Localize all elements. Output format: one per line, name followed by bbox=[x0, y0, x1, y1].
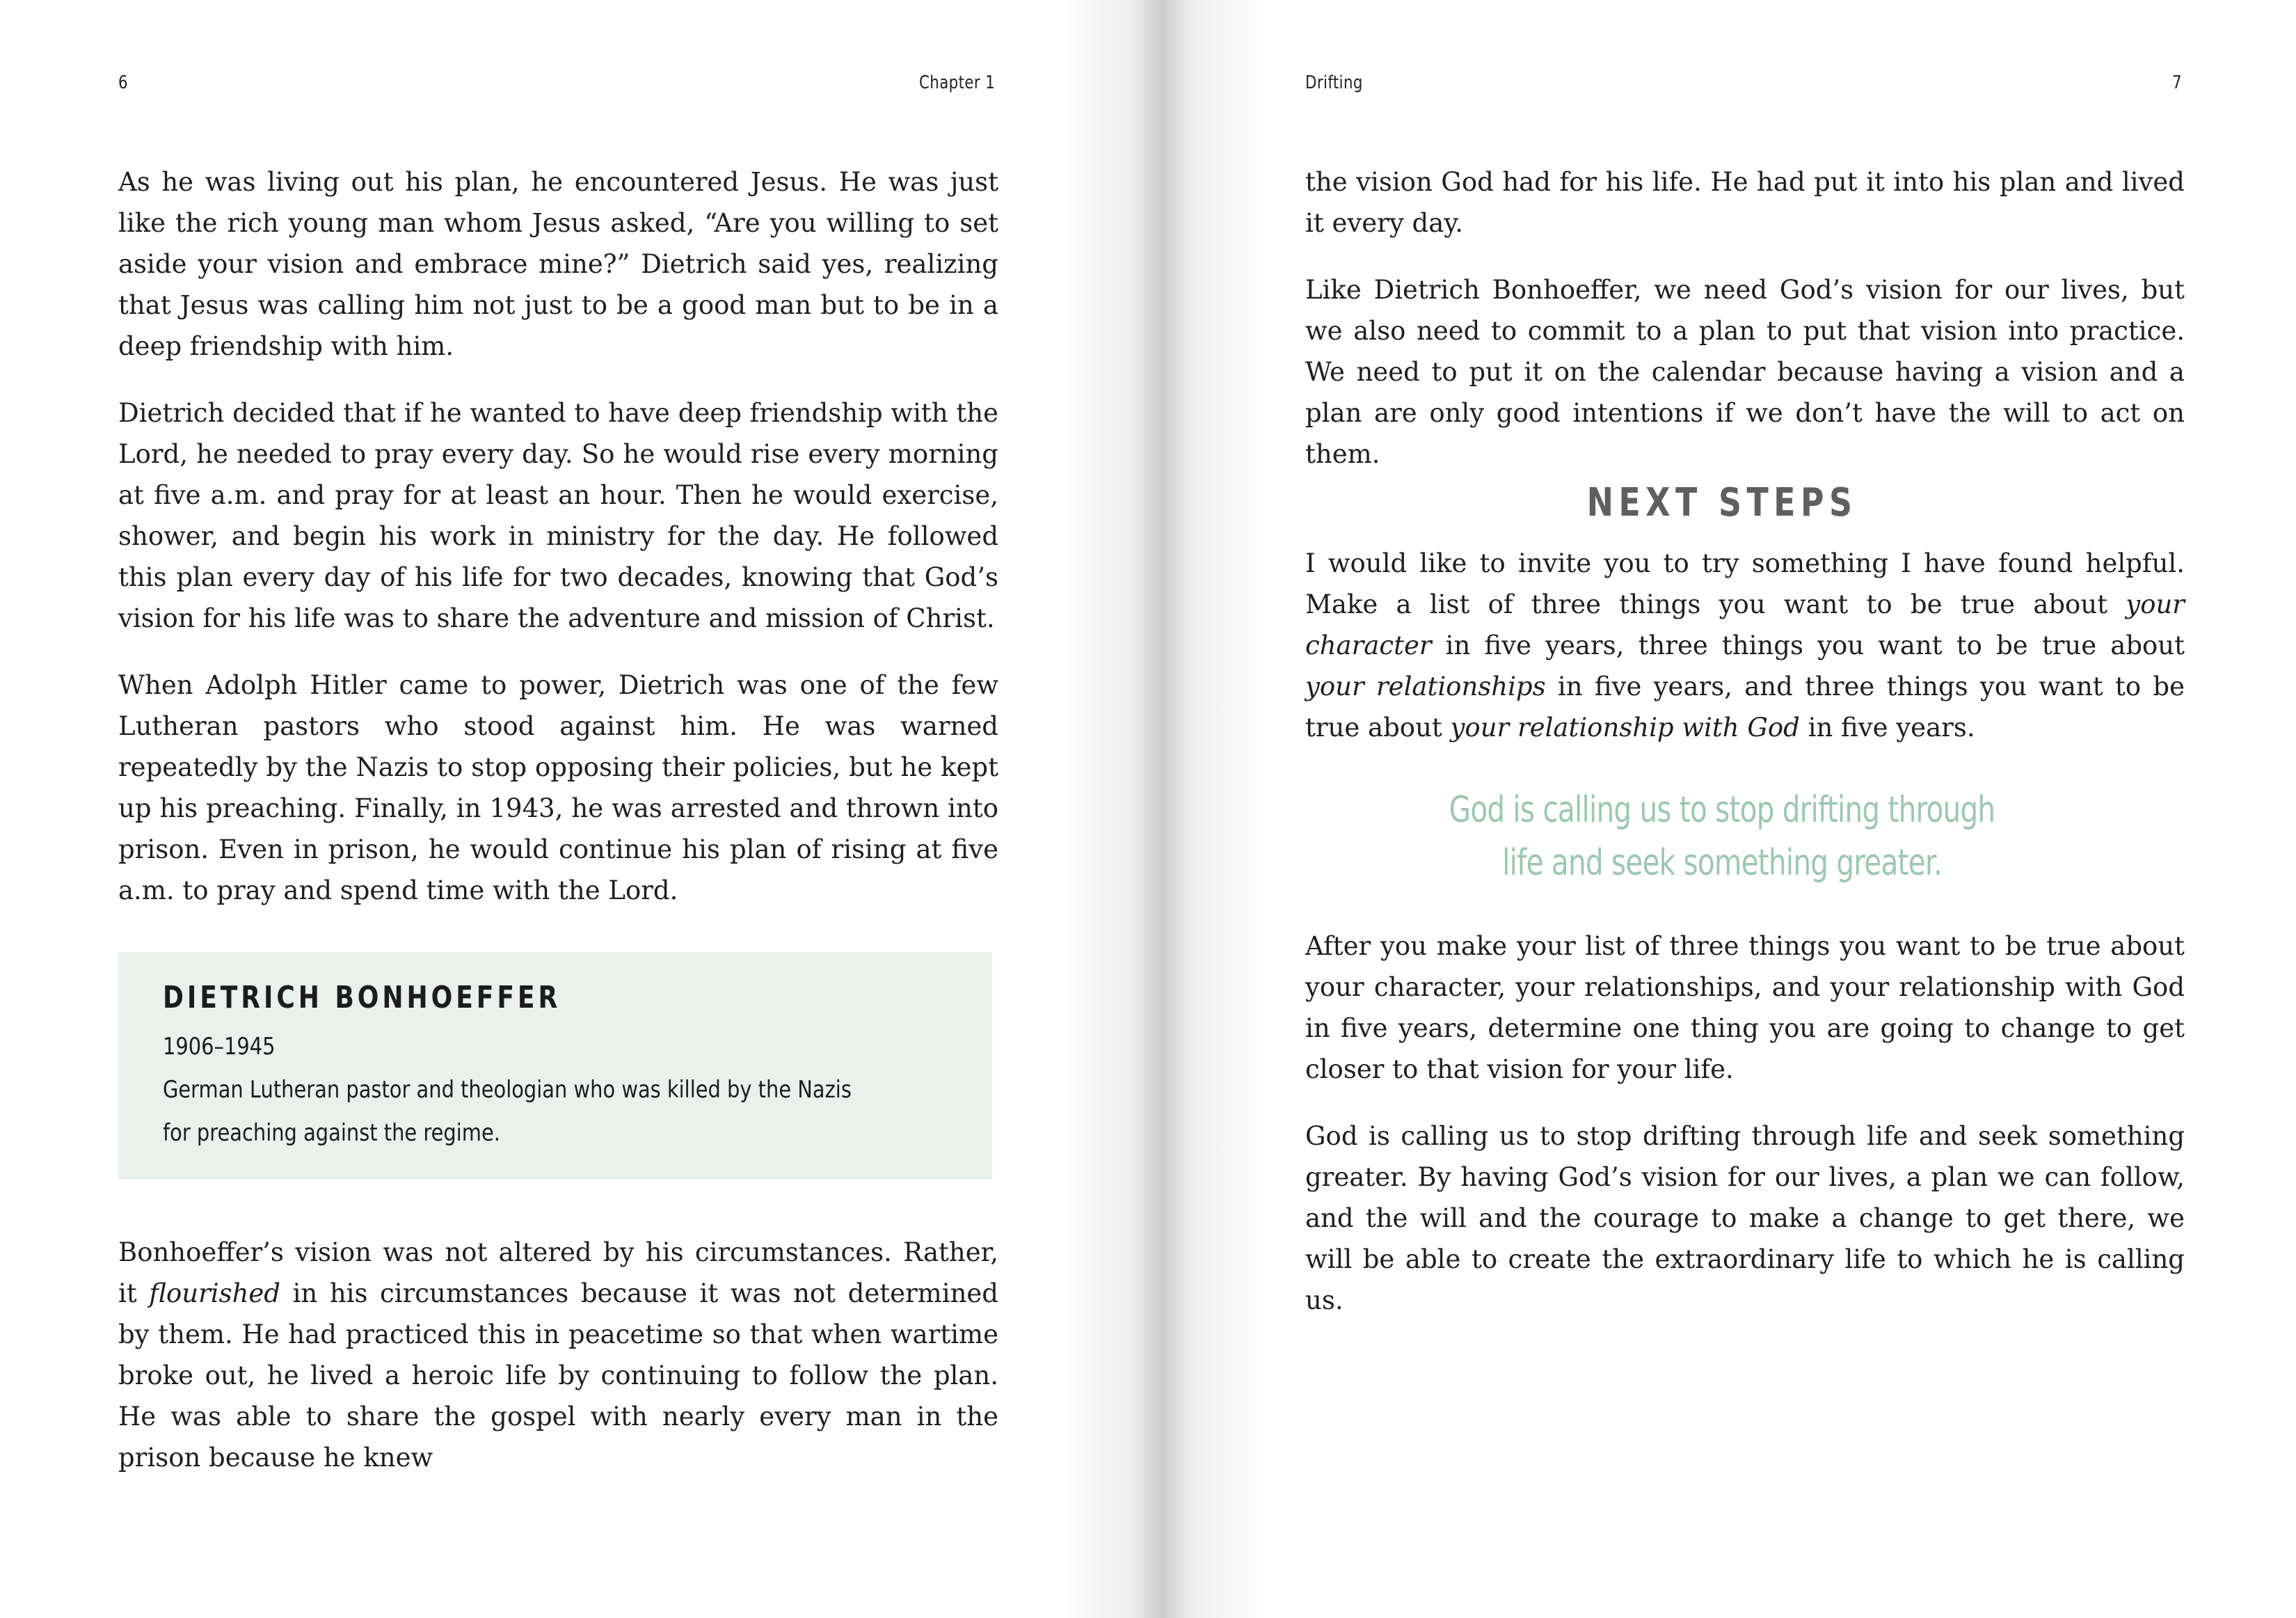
sidebar-description-line-2: for preaching against the regime. bbox=[163, 1119, 500, 1147]
left-closing-text bbox=[118, 1232, 998, 1504]
page-number-right: 7 bbox=[2172, 72, 2182, 93]
pull-quote bbox=[1148, 784, 2296, 889]
paragraph: When Adolph Hitler came to power, Dietrich was one of the few Lutheran pastors who stood against him. He was warned repeatedly by the Nazis to stop opposing their policies, but he kept up his preaching. Finally, in 1943, he was arrested and thrown into prison. Even in prison, he would continue his plan of rising at five a.m. to pray and spend time with the Lord. bbox=[118, 670, 998, 905]
paragraph: Dietrich decided that if he wanted to have deep friendship with the Lord, he needed to pray every day. So he would rise every morning at five a.m. and pray for at least an hour. Then he would exercise, shower, and begin his work in ministry for the day. He followed this plan every day of his life for two decades, knowing that God’s vision for his life was to share the adventure and mission of Christ. bbox=[118, 398, 998, 633]
right-body-text bbox=[1305, 161, 2185, 500]
sidebar-description-line-1: German Lutheran pastor and theologian who was killed by the Nazis bbox=[163, 1076, 852, 1104]
text-run: Bonhoeffer’s vision was not altered by his circumstances. Rather, it bbox=[118, 1237, 998, 1308]
sidebar-dates: 1906–1945 bbox=[163, 1033, 276, 1061]
right-closing-text bbox=[1305, 926, 2185, 1347]
text-run: in five years, and three things you want to be true about bbox=[1305, 672, 2185, 743]
paragraph: Like Dietrich Bonhoeffer, we need God’s vision for our lives, but we also need to commit to a plan to put that vision into practice. We need to put it on the calendar because having a vision and a plan are only good intentions if we don’t have the will to act on them. bbox=[1305, 275, 2185, 469]
italic-text: your relationships bbox=[1305, 672, 1546, 701]
paragraph: God is calling us to stop drifting through life and seek something greater. By having God’s vision for our lives, a plan we can follow, and the will and the courage to make a change to get there, we will be able to create the extraordinary life to which he is calling us. bbox=[1305, 1121, 2185, 1315]
paragraph bbox=[1305, 543, 2185, 748]
paragraph bbox=[118, 1232, 998, 1478]
paragraph: the vision God had for his life. He had put it into his plan and lived it every day. bbox=[1305, 167, 2185, 238]
next-steps-text bbox=[1305, 543, 2185, 774]
italic-text: your character bbox=[1305, 589, 2185, 660]
pull-quote-line-1: God is calling us to stop drifting through bbox=[1449, 789, 1995, 831]
text-run: in five years, three things you want to be true about bbox=[1431, 630, 2185, 660]
left-body-text bbox=[118, 161, 998, 937]
italic-text: flourished bbox=[149, 1278, 280, 1308]
text-run: in his circumstances because it was not determined by them. He had practiced this in peacetime so that when wartime broke out, he lived a heroic life by continuing to follow the plan. He was able to share the gospel with nearly every man in the prison because he knew bbox=[118, 1278, 998, 1473]
paragraph: As he was living out his plan, he encountered Jesus. He was just like the rich young man whom Jesus asked, “Are you willing to set aside your vision and embrace mine?” Dietrich said yes, realizing that Jesus was calling him not just to be a good man but to be in a deep friendship with him. bbox=[118, 167, 998, 361]
page-number-left: 6 bbox=[118, 72, 128, 93]
paragraph: After you make your list of three things you want to be true about your character, your relationships, and your relationship with God in five years, determine one thing you are going to change to get closer to that vision for your life. bbox=[1305, 931, 2185, 1084]
italic-text: your relationship with God bbox=[1450, 713, 1800, 743]
pull-quote-line-2: life and seek something greater. bbox=[1501, 842, 1942, 884]
section-heading-next-steps: NEXT STEPS bbox=[1586, 480, 1858, 525]
right-page bbox=[1148, 0, 2296, 1618]
text-run: I would like to invite you to try something I have found helpful. Make a list of three things you want to be true about bbox=[1305, 548, 2185, 619]
running-head-chapter: Chapter 1 bbox=[918, 72, 995, 93]
biography-sidebar bbox=[118, 952, 992, 1180]
text-run: in five years. bbox=[1799, 713, 1975, 743]
sidebar-name: DIETRICH BONHOEFFER bbox=[163, 980, 561, 1015]
running-head-title: Drifting bbox=[1305, 72, 1363, 93]
